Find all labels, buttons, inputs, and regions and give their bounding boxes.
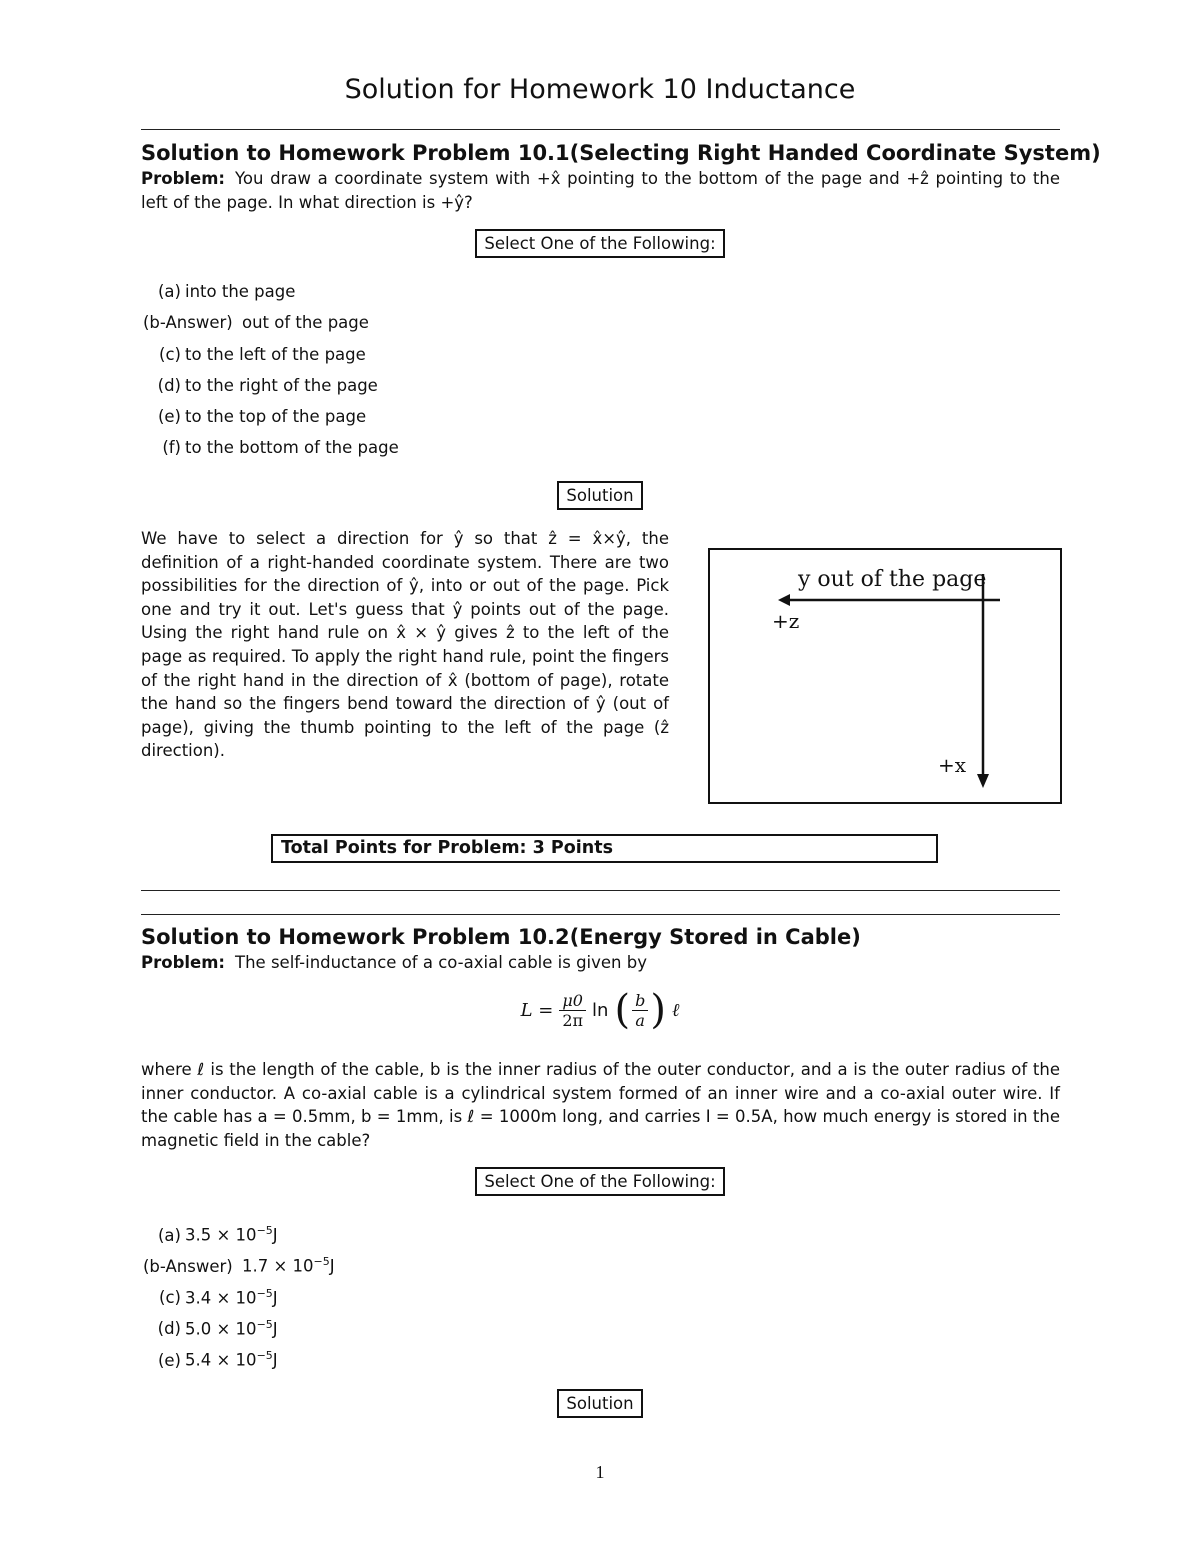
- problem-1-choices: [143, 279, 399, 467]
- choice-d[interactable]: [143, 1312, 335, 1343]
- fraction-numerator: μ0: [559, 991, 586, 1011]
- choice-label: (a): [158, 1225, 181, 1245]
- select-box-2: [0, 1167, 1200, 1196]
- choice-text: to the left of the page: [185, 344, 366, 364]
- problem-2-intro: [141, 951, 1060, 975]
- choice-unit: J: [272, 1225, 278, 1245]
- problem-label: Problem:: [141, 169, 226, 188]
- problem-2-heading: Solution to Homework Problem 10.2(Energy Stored in Cable): [141, 925, 861, 949]
- choice-a[interactable]: [143, 1218, 335, 1249]
- choice-text: to the right of the page: [185, 375, 378, 395]
- problem-1-text: You draw a coordinate system with +x̂ pointing to the bottom of the page and +ẑ pointing to the left of the page. In what direction is +ŷ?: [141, 169, 1060, 212]
- select-label: Select One of the Following:: [475, 229, 724, 258]
- equation-fraction: [559, 991, 586, 1030]
- inner-denominator: a: [635, 1010, 645, 1030]
- solution-label: Solution: [557, 1389, 642, 1418]
- equation-ln: ln: [592, 999, 609, 1021]
- choice-label: (f): [162, 438, 181, 458]
- inductance-equation: [0, 987, 1200, 1033]
- choice-text: to the bottom of the page: [185, 438, 399, 458]
- fraction-denominator: 2π: [562, 1010, 584, 1030]
- choice-unit: J: [329, 1256, 335, 1276]
- choice-label: (b-Answer): [143, 1256, 233, 1276]
- choice-value: 3.5 × 10: [185, 1225, 257, 1245]
- left-paren: (: [614, 987, 631, 1033]
- page-number: 1: [595, 1462, 605, 1482]
- choice-value: 3.4 × 10: [185, 1288, 257, 1308]
- choice-label: (a): [158, 282, 181, 301]
- solution-label: Solution: [557, 481, 642, 510]
- choice-label: (d): [157, 375, 181, 395]
- x-axis-label: +x: [938, 753, 967, 777]
- choice-b-answer[interactable]: [143, 310, 399, 341]
- total-points-box: Total Points for Problem: 3 Points: [271, 834, 938, 863]
- choice-exponent: −5: [256, 1224, 273, 1237]
- coordinate-axes-diagram: [710, 550, 1060, 802]
- choice-value: 1.7 × 10: [241, 1256, 314, 1276]
- choice-a[interactable]: [143, 279, 399, 310]
- choice-exponent: −5: [256, 1349, 273, 1363]
- choice-exponent: −5: [313, 1255, 330, 1269]
- choice-unit: J: [272, 1350, 278, 1370]
- select-label: Select One of the Following:: [475, 1167, 724, 1196]
- y-axis-label: y out of the page: [798, 567, 987, 592]
- choice-label: (c): [159, 344, 181, 364]
- choice-text: into the page: [185, 282, 296, 301]
- problem-1-heading: Solution to Homework Problem 10.1(Selecting Right Handed Coordinate System): [141, 141, 1101, 165]
- z-axis-arrowhead: [778, 594, 790, 606]
- choice-e[interactable]: [143, 1343, 335, 1374]
- problem-label: Problem:: [141, 953, 226, 972]
- choice-value: 5.4 × 10: [185, 1350, 257, 1370]
- choice-label: (c): [159, 1288, 181, 1308]
- problem-1-statement: [141, 167, 1060, 214]
- choice-exponent: −5: [256, 1317, 273, 1331]
- inner-fraction: [632, 991, 648, 1030]
- coordinate-figure: [708, 548, 1062, 804]
- choice-text: out of the page: [241, 313, 369, 333]
- divider: [141, 914, 1060, 915]
- choice-label: (b-Answer): [143, 313, 233, 333]
- choice-unit: J: [272, 1288, 278, 1308]
- x-axis-arrowhead: [977, 774, 989, 788]
- choice-f[interactable]: [143, 435, 399, 466]
- solution-box-2: [0, 1389, 1200, 1418]
- choice-e[interactable]: [143, 404, 399, 435]
- choice-label: (e): [157, 1350, 181, 1370]
- solution-box-1: [0, 481, 1200, 510]
- choice-label: (e): [157, 407, 181, 427]
- choice-unit: J: [272, 1319, 278, 1339]
- choice-c[interactable]: [143, 1281, 335, 1312]
- z-axis-label: +z: [772, 609, 800, 633]
- select-box-1: [0, 229, 1200, 258]
- equation-length-symbol: ℓ: [671, 999, 680, 1021]
- choice-b-answer[interactable]: [143, 1249, 335, 1280]
- divider: [141, 890, 1060, 891]
- solution-1-text: We have to select a direction for ŷ so that ẑ = x̂×ŷ, the definition of a right-handed coordinate system. There are two possibilities for the direction of ŷ, into or out of the page. Pick one and try it out. Let's guess that ŷ points out of the page. Using the right hand rule on x̂ × ŷ gives ẑ to the left of the page as required. To apply the right hand rule, point the fingers of the right hand in the direction of x̂ (bottom of page), rotate the hand so the fingers bend toward the direction of ŷ (out of page), giving the thumb pointing to the left of the page (ẑ direction).: [141, 529, 669, 761]
- choice-text: to the top of the page: [185, 407, 367, 427]
- right-paren: ): [650, 987, 666, 1033]
- problem-2-choices: [143, 1218, 335, 1374]
- choice-exponent: −5: [256, 1286, 273, 1300]
- problem-2-text: where ℓ is the length of the cable, b is the inner radius of the outer conductor, and a is the outer radius of the inner conductor. A co-axial cable is a cylindrical system formed of an inner wire and a co-axial outer wire. If the cable has a = 0.5mm, b = 1mm, is ℓ = 1000m long, and carries I = 0.5A, how much energy is stored in the magnetic field in the cable?: [141, 1060, 1060, 1150]
- document-title: Solution for Homework 10 Inductance: [344, 74, 856, 105]
- choice-d[interactable]: [143, 373, 399, 404]
- inner-numerator: b: [632, 991, 648, 1011]
- divider: [141, 129, 1060, 130]
- choice-c[interactable]: [143, 342, 399, 373]
- choice-value: 5.0 × 10: [185, 1319, 257, 1339]
- choice-label: (d): [157, 1319, 181, 1339]
- equation-lhs: L =: [520, 999, 554, 1021]
- problem-2-intro-text: The self-inductance of a co-axial cable is given by: [235, 953, 647, 972]
